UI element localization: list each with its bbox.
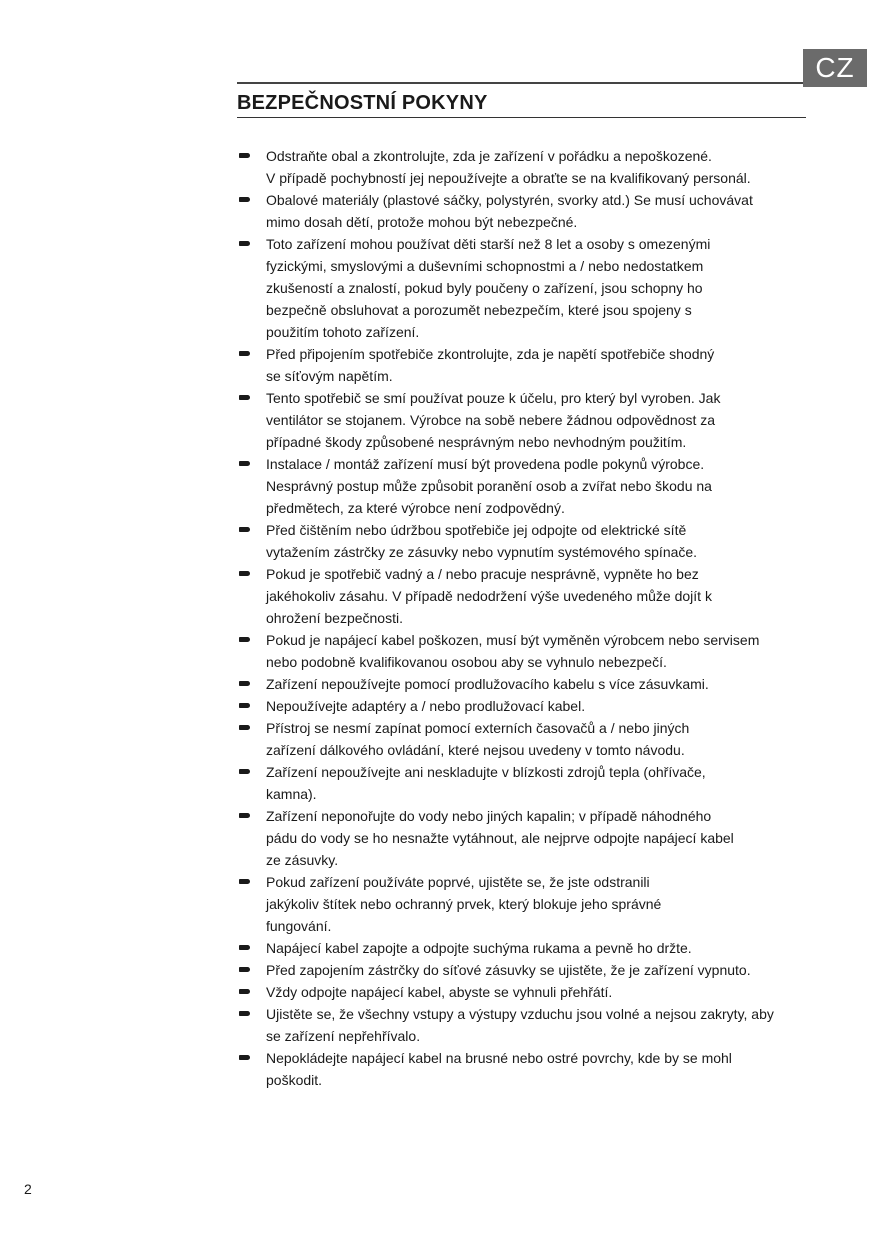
page-title: BEZPEČNOSTNÍ POKYNY [237, 92, 488, 114]
list-item-text: Toto zařízení mohou používat děti starší než 8 let a osoby s omezenými fyzickými, smyslovými a duševními schopnostmi a / nebo nedostatkem zkušeností a znalostí, pokud byly poučeny o zařízení, jsou schopny ho bezpečně obsluhovat a porozumět nebezpečím, které jsou spojeny s použitím tohoto zařízení. [266, 236, 711, 340]
bullet-icon [239, 769, 250, 774]
bullet-icon [239, 725, 250, 730]
list-item [237, 453, 817, 519]
list-item [237, 673, 817, 695]
list-item [237, 189, 817, 233]
list-item-text: Nepokládejte napájecí kabel na brusné nebo ostré povrchy, kde by se mohl poškodit. [266, 1050, 732, 1088]
header-rule [237, 82, 803, 84]
list-item [237, 387, 817, 453]
list-item-text: Zařízení nepoužívejte ani neskladujte v blízkosti zdrojů tepla (ohřívače, kamna). [266, 764, 706, 802]
list-item [237, 717, 817, 761]
bullet-icon [239, 527, 250, 532]
bullet-icon [239, 813, 250, 818]
bullet-icon [239, 351, 250, 356]
list-item [237, 343, 817, 387]
list-item [237, 805, 817, 871]
bullet-icon [239, 571, 250, 576]
list-item-text: Zařízení nepoužívejte pomocí prodlužovacího kabelu s více zásuvkami. [266, 676, 709, 692]
list-item-text: Tento spotřebič se smí používat pouze k účelu, pro který byl vyroben. Jak ventilátor se stojanem. Výrobce na sobě nebere žádnou odpovědnost za případné škody způsobené nesprávným nebo nevhodným použitím. [266, 390, 721, 450]
list-item-text: Odstraňte obal a zkontrolujte, zda je zařízení v pořádku a nepoškozené. V případě pochybností jej nepoužívejte a obraťte se na kvalifikovaný personál. [266, 148, 751, 186]
list-item-text: Před zapojením zástrčky do síťové zásuvky se ujistěte, že je zařízení vypnuto. [266, 962, 751, 978]
bullet-icon [239, 989, 250, 994]
list-item [237, 233, 817, 343]
page-number: 2 [24, 1181, 32, 1197]
list-item-text: Instalace / montáž zařízení musí být provedena podle pokynů výrobce. Nesprávný postup může způsobit poranění osob a zvířat nebo škodu na předmětech, za které výrobce není zodpovědný. [266, 456, 712, 516]
bullet-icon [239, 879, 250, 884]
list-item [237, 1047, 817, 1091]
list-item [237, 563, 817, 629]
bullet-icon [239, 241, 250, 246]
bullet-icon [239, 681, 250, 686]
list-item [237, 145, 817, 189]
bullet-icon [239, 1011, 250, 1016]
list-item-text: Ujistěte se, že všechny vstupy a výstupy vzduchu jsou volné a nejsou zakryty, aby se zařízení nepřehřívalo. [266, 1006, 774, 1044]
safety-instructions-list [237, 145, 817, 1091]
bullet-icon [239, 197, 250, 202]
bullet-icon [239, 395, 250, 400]
list-item-text: Před čištěním nebo údržbou spotřebiče jej odpojte od elektrické sítě vytažením zástrčky ze zásuvky nebo vypnutím systémového spínače. [266, 522, 698, 560]
list-item-text: Vždy odpojte napájecí kabel, abyste se vyhnuli přehřátí. [266, 984, 613, 1000]
list-item-text: Obalové materiály (plastové sáčky, polystyrén, svorky atd.) Se musí uchovávat mimo dosah dětí, protože mohou být nebezpečné. [266, 192, 753, 230]
bullet-icon [239, 637, 250, 642]
list-item [237, 761, 817, 805]
list-item-text: Pokud je spotřebič vadný a / nebo pracuje nesprávně, vypněte ho bez jakéhokoliv zásahu. V případě nedodržení výše uvedeného může dojít k ohrožení bezpečnosti. [266, 566, 712, 626]
list-item [237, 981, 817, 1003]
bullet-icon [239, 967, 250, 972]
bullet-icon [239, 703, 250, 708]
list-item-text: Přístroj se nesmí zapínat pomocí externích časovačů a / nebo jiných zařízení dálkového ovládání, které nejsou uvedeny v tomto návodu. [266, 720, 690, 758]
list-item [237, 1003, 817, 1047]
list-item [237, 937, 817, 959]
list-item [237, 629, 817, 673]
list-item [237, 871, 817, 937]
bullet-icon [239, 1055, 250, 1060]
title-underline [237, 117, 806, 118]
list-item-text: Nepoužívejte adaptéry a / nebo prodlužovací kabel. [266, 698, 586, 714]
list-item-text: Pokud je napájecí kabel poškozen, musí být vyměněn výrobcem nebo servisem nebo podobně kvalifikovanou osobou aby se vyhnulo nebezpečí. [266, 632, 760, 670]
language-tab: CZ [803, 49, 867, 87]
list-item [237, 695, 817, 717]
list-item-text: Pokud zařízení používáte poprvé, ujistěte se, že jste odstranili jakýkoliv štítek nebo ochranný prvek, který blokuje jeho správné fungování. [266, 874, 662, 934]
list-item [237, 519, 817, 563]
bullet-icon [239, 153, 250, 158]
list-item-text: Napájecí kabel zapojte a odpojte suchýma rukama a pevně ho držte. [266, 940, 692, 956]
list-item [237, 959, 817, 981]
list-item-text: Zařízení neponořujte do vody nebo jiných kapalin; v případě náhodného pádu do vody se ho nesnažte vytáhnout, ale nejprve odpojte napájecí kabel ze zásuvky. [266, 808, 734, 868]
list-item-text: Před připojením spotřebiče zkontrolujte, zda je napětí spotřebiče shodný se síťovým napětím. [266, 346, 715, 384]
bullet-icon [239, 461, 250, 466]
bullet-icon [239, 945, 250, 950]
